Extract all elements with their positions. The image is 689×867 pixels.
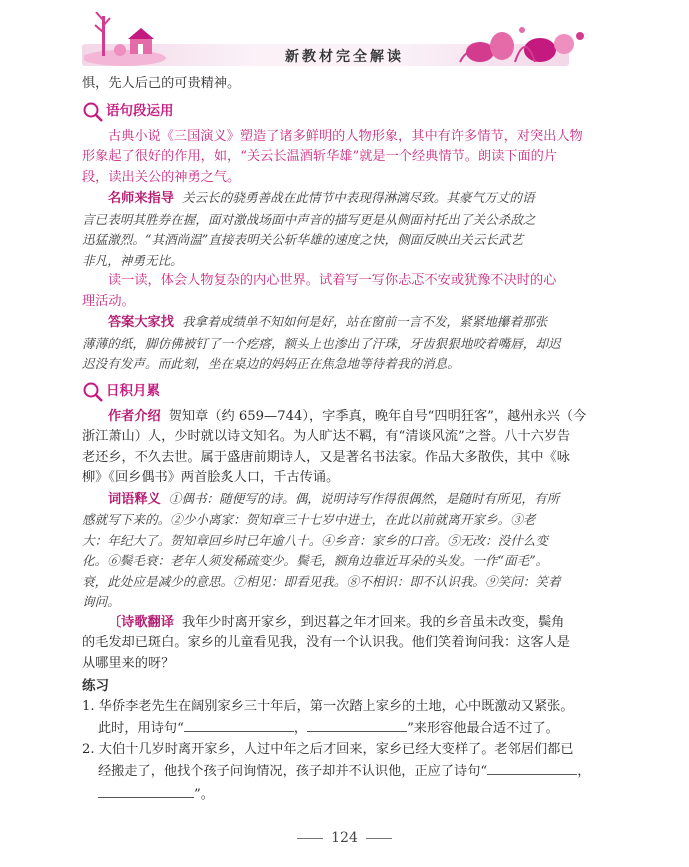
text-line: 1. 华侨李老先生在阔别家乡三十年后，第一次踏上家乡的土地，心中既激动又紧张。 bbox=[82, 698, 574, 714]
answer-paragraph bbox=[82, 312, 612, 375]
text-fragment: 经搬走了，他找个孩子问询情况，孩子却并不认识他，正应了诗句“ bbox=[98, 764, 488, 779]
magnifier-icon bbox=[82, 101, 104, 123]
words-paragraph bbox=[82, 489, 612, 613]
text-line: 薄薄的纸，脚仿佛被钉了一个疙瘩，额头上也渗出了汗珠，牙齿狠狠地咬着嘴唇，却迟 bbox=[82, 335, 561, 351]
text-fragment: ”来形容他最合适不过了。 bbox=[407, 721, 559, 736]
text-line: 迅猛激烈。“其酒尚温”直接表明关公斩华雄的速度之快，侧面反映出关云长武艺 bbox=[82, 232, 524, 247]
answer-blank[interactable] bbox=[98, 783, 194, 798]
text-line: 我年少时离开家乡，到迟暮之年才回来。我的乡音虽未改变，鬓角 bbox=[181, 614, 565, 630]
text-line: 的毛发却已斑白。家乡的儿童看见我，没有一个认识我。他们笑着询问我：这客人是 bbox=[82, 635, 570, 650]
section-heading-daily-accumulation bbox=[82, 381, 612, 403]
section-heading-sentence-use bbox=[82, 101, 612, 123]
header-title: 新教材完全解读 bbox=[285, 49, 404, 65]
text-line: 从哪里来的呀？ bbox=[82, 655, 175, 671]
text-line: 浙江萧山）人，少时就以诗文知名。为人旷达不羁，有“清谈风流”之誉。八十六岁告 bbox=[82, 429, 571, 444]
guide-tag: 名师来指导 bbox=[108, 191, 174, 206]
text-line: ①偶书：随便写的诗。偶，说明诗写作得很偶然，是随时有所见，有所 bbox=[168, 490, 560, 506]
answer-tag: 答案大家找 bbox=[108, 315, 174, 330]
text-line: 形象起了很好的作用，如，“关云长温酒斩华雄”就是一个经典情节。朗读下面的片 bbox=[82, 149, 558, 164]
text-line: 贺知章（约 659—744），字季真，晚年自号“四明狂客”，越州永兴（今 bbox=[168, 408, 587, 424]
text-line: 柳》《回乡偶书》两首脍炙人口，千古传诵。 bbox=[82, 470, 340, 485]
text-fragment: ”。 bbox=[194, 786, 214, 802]
text-line: 读一读，体会人物复杂的内心世界。试着写一写你忐忑不安或犹豫不决时的心 bbox=[108, 273, 557, 288]
author-paragraph bbox=[82, 407, 612, 489]
practice-title: 练习 bbox=[82, 678, 109, 694]
words-tag: 词语释义 bbox=[108, 491, 161, 507]
text-fragment: ， bbox=[293, 721, 308, 736]
text-line: 段，读出关公的神勇之气。 bbox=[82, 169, 241, 185]
text-line: 询问。 bbox=[82, 594, 120, 609]
text-line: 2. 大伯十几岁时离开家乡，人过中年之后才回来，家乡已经大变样了。老邻居们都已 bbox=[82, 741, 574, 757]
section-title: 语句段运用 bbox=[106, 103, 174, 120]
text-line: 衰，此处应是减少的意思。⑦相见：即看见我。⑧不相识：即不认识我。⑨笑问：笑着 bbox=[82, 573, 561, 589]
text-line: 迟没有发声。而此刻，坐在桌边的妈妈正在焦急地等待着我的消息。 bbox=[82, 356, 460, 371]
section-title: 日积月累 bbox=[106, 383, 160, 400]
top-line: 惧，先人后己的可贵精神。 bbox=[82, 76, 241, 91]
text-fragment: 此时，用诗句“ bbox=[98, 721, 184, 736]
magnifier-icon bbox=[82, 381, 104, 403]
text-line: 理活动。 bbox=[82, 293, 135, 309]
answer-blank[interactable] bbox=[184, 717, 294, 732]
poem-translation-paragraph bbox=[82, 613, 612, 675]
page-number bbox=[0, 830, 689, 846]
text-line: 古典小说《三国演义》塑造了诸多鲜明的人物形象，其中有许多情节，对突出人物 bbox=[108, 128, 583, 144]
text-line: 老还乡，不久去世。属于盛唐前期诗人，又是著名书法家。作品大多散佚，其中《咏 bbox=[82, 449, 570, 465]
text-line: 关云长的骁勇善战在此情节中表现得淋漓尽致。其豪气万丈的语 bbox=[181, 190, 535, 205]
page-number-value: 124 bbox=[331, 830, 358, 846]
practice-question-2 bbox=[82, 740, 612, 806]
page-number-dash bbox=[366, 838, 392, 839]
read-task bbox=[82, 271, 612, 312]
guide-paragraph bbox=[82, 188, 612, 271]
text-line: 我拿着成绩单不知如何是好，站在窗前一言不发，紧紧地攥着那张 bbox=[181, 314, 548, 329]
text-line: 感就写下来的。②少小离家：贺知章三十七岁中进士，在此以前就离开家乡。③老 bbox=[82, 512, 536, 527]
text-line: 言已表明其胜券在握，面对激战场面中声音的描写更是从侧面衬托出了关公杀敌之 bbox=[82, 211, 536, 227]
answer-blank[interactable] bbox=[307, 717, 407, 732]
poem-tag: 〔诗歌翻译 bbox=[108, 614, 174, 630]
page-content bbox=[82, 74, 612, 805]
author-tag: 作者介绍 bbox=[108, 408, 161, 424]
text-line: 非凡，神勇无比。 bbox=[82, 252, 183, 268]
answer-blank[interactable] bbox=[487, 760, 577, 775]
practice-question-1 bbox=[82, 697, 612, 740]
text-line: 大：年纪大了。贺知章回乡时已年逾八十。④乡音：家乡的口音。⑤无改：没什么变 bbox=[82, 532, 548, 548]
page-number-dash bbox=[297, 838, 323, 839]
text-line: 化。⑥鬓毛衰：老年人须发稀疏变少。鬓毛，额角边靠近耳朵的头发。一作“面毛”。 bbox=[82, 553, 549, 568]
intro-paragraph bbox=[82, 127, 612, 189]
text-fragment: ， bbox=[577, 764, 591, 779]
